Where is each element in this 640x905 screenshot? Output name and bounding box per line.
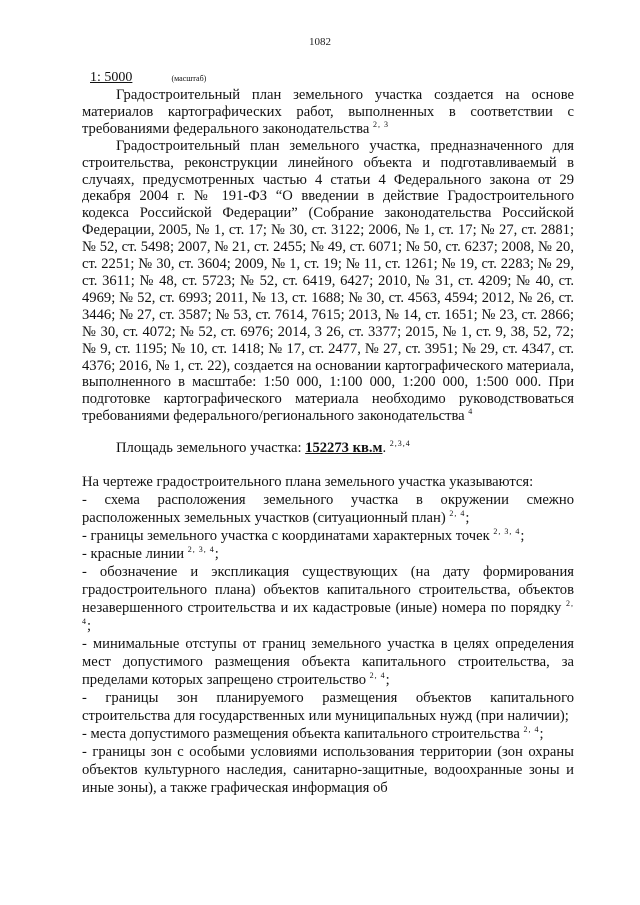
list-item-tail: ; bbox=[520, 528, 525, 545]
list-item bbox=[82, 545, 574, 563]
footnote-ref: 2, 4 bbox=[369, 671, 386, 681]
list-item bbox=[82, 743, 574, 797]
paragraph-text: Градостроительный план земельного участка, предназначенного для строительства, реконструкции линейного объекта и подготавливаемый в случаях, предусмотренных частью 4 статьи 4 Федерального закона от 29 декабря 2004 г. № 191-ФЗ “О введении в действие Градостроительного кодекса Российской Федерации” (Собрание законодательства Российской Федерации, 2005, № 1, ст. 17; № 30, ст. 3122; 2006, № 1, ст. 17; № 27, ст. 2881; № 52, ст. 5498; 2007, № 21, ст. 2455; № 49, ст. 6071; № 50, ст. 6237; 2008, № 20, ст. 2251; № 30, ст. 3604; 2009, № 1, ст. 19; № 11, ст. 1261; № 19, ст. 2283; № 29, ст. 3611; № 48, ст. 5723; № 52, ст. 6419, 6427; 2010, № 31, ст. 4209; № 40, ст. 4969; № 52, ст. 6993; 2011, № 13, ст. 1688; № 30, ст. 4563, 4594; 2012, № 26, ст. 3446; № 27, ст. 3587; № 53, ст. 7614, 7615; 2013, № 14, ст. 1651; № 23, ст. 2866; № 30, ст. 4072; № 52, ст. 6976; 2014, 3 26, ст. 3377; 2015, № 1, ст. 9, 38, 52, 72; № 9, ст. 1195; № 10, ст. 1418; № 17, ст. 2477, № 27, ст. 3951; № 29, ст. 4347, ст. 4376; 2016, № 1, ст. 22), создается на основании картографического материала, выполненного в масштабе: 1:50 000, 1:100 000, 1:200 000, 1:500 000. При подготовке картографического материала необходимо руководствоваться требованиями федерального/регионального законодательства bbox=[82, 137, 574, 425]
list-item-text: - места допустимого размещения объекта капитального строительства bbox=[82, 726, 520, 743]
footnote-ref: 2, 4 bbox=[82, 599, 574, 627]
list-item-tail: ; bbox=[465, 510, 470, 527]
list-item-tail: ; bbox=[385, 672, 390, 689]
list-item bbox=[82, 689, 574, 725]
list-item-tail: ; bbox=[87, 618, 92, 635]
list-item bbox=[82, 491, 574, 527]
list-item-text: - границы земельного участка с координатами характерных точек bbox=[82, 528, 490, 545]
drawing-section-heading: На чертеже градостроительного плана земельного участка указываются: bbox=[82, 474, 534, 491]
list-item-tail: ; bbox=[539, 726, 544, 743]
list-item bbox=[82, 725, 574, 743]
land-area-value: 152273 кв.м bbox=[305, 440, 383, 457]
scale-line bbox=[90, 70, 574, 87]
footnote-ref: 2, 3, 4 bbox=[187, 545, 215, 555]
footnote-ref: 2,3,4 bbox=[389, 439, 411, 449]
land-area-line bbox=[116, 439, 574, 457]
paragraph-linear-object bbox=[82, 138, 574, 425]
scale-note: (масштаб) bbox=[171, 74, 207, 83]
list-item bbox=[82, 527, 574, 545]
footnote-ref: 2, 4 bbox=[449, 509, 466, 519]
footnote-ref: 2, 3, 4 bbox=[493, 527, 521, 537]
list-item-text: - границы зон планируемого размещения объектов капитального строительства для государственных или муниципальных нужд (при наличии); bbox=[82, 690, 574, 725]
list-item-text: - обозначение и экспликация существующих (на дату формирования градостроительного плана) объектов капитального строительства, объектов незавершенного строительства и их кадастровые (иные) номера по порядку bbox=[82, 564, 574, 617]
page-number: 1082 bbox=[309, 36, 331, 48]
list-item-text: - границы зон с особыми условиями использования территории (зон охраны объектов культурного наследия, санитарно-защитные, водоохранные зоны и иные зоны), а также графическая информация об bbox=[82, 744, 574, 797]
list-item bbox=[82, 635, 574, 689]
document-body bbox=[82, 70, 574, 797]
list-item-text: - схема расположения земельного участка в окружении смежно расположенных земельных участков (ситуационный план) bbox=[82, 492, 574, 527]
paragraph-text: Градостроительный план земельного участка создается на основе материалов картографических работ, выполненных в соответствии с требованиями федерального законодательства bbox=[82, 87, 574, 137]
list-item-tail: ; bbox=[214, 546, 219, 563]
footnote-ref: 2, 3 bbox=[373, 119, 389, 129]
paragraph-basis bbox=[82, 87, 574, 138]
list-item-text: - красные линии bbox=[82, 546, 185, 563]
list-item bbox=[82, 563, 574, 635]
land-area-label: Площадь земельного участка: bbox=[116, 440, 302, 457]
scale-value: 1: 5000 bbox=[90, 70, 133, 85]
land-area-suffix: . bbox=[382, 440, 387, 457]
footnote-ref: 4 bbox=[468, 407, 474, 417]
list-item-text: - минимальные отступы от границ земельного участка в целях определения мест допустимого размещения объекта капитального строительства, за пределами которых запрещено строительство bbox=[82, 636, 574, 689]
footnote-ref: 2, 4 bbox=[523, 725, 540, 735]
